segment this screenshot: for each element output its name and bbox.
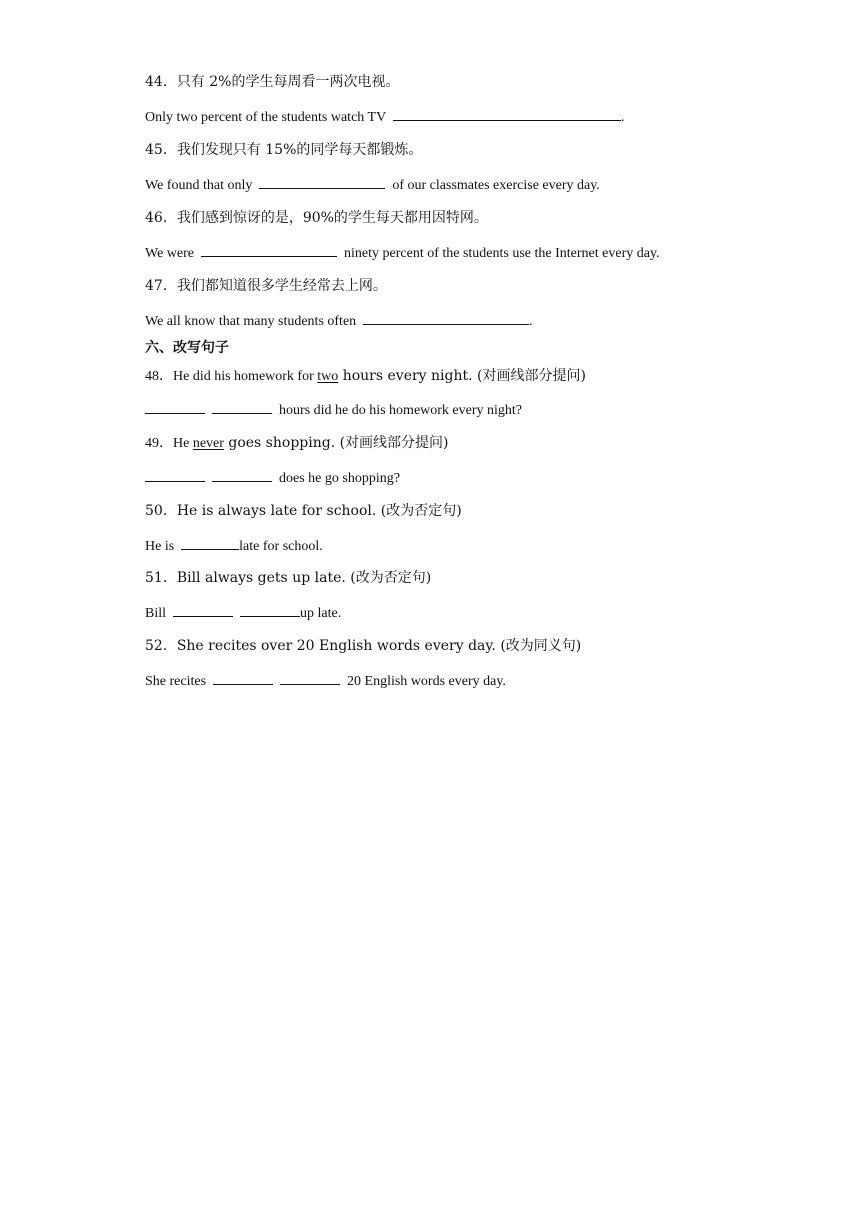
question-50-prompt: 50．He is always late for school. (改为否定句) <box>145 503 462 519</box>
question-47-answer-line <box>145 311 533 331</box>
question-45-answer-line <box>145 175 600 195</box>
question-51-blank-1[interactable] <box>173 603 233 617</box>
question-45-prompt: 45．我们发现只有 15%的同学每天都锻炼。 <box>145 142 423 158</box>
question-45-answer-end: of our classmates exercise every day. <box>392 178 600 193</box>
question-49-blank-1[interactable] <box>145 468 205 482</box>
question-46-answer-text: We were <box>145 246 195 261</box>
question-48-blank-1[interactable] <box>145 400 205 414</box>
question-48-answer-line <box>145 400 522 420</box>
question-48-text-post: hours every night. (对画线部分提问) <box>338 368 586 384</box>
question-50-blank[interactable] <box>181 536 239 550</box>
question-44-answer-line <box>145 107 624 127</box>
question-48-text-pre: He did his homework for <box>173 369 318 384</box>
question-51-prompt: 51．Bill always gets up late. (改为否定句) <box>145 570 432 586</box>
question-44-answer-end: . <box>620 110 625 125</box>
question-52-blank-1[interactable] <box>213 671 273 685</box>
question-48-answer-end: hours did he do his homework every night? <box>279 403 523 418</box>
question-51-answer-end: up late. <box>300 606 342 621</box>
question-52-prompt: 52．She recites over 20 English words every day. (改为同义句) <box>145 638 582 654</box>
question-46-prompt: 46．我们感到惊讶的是，90%的学生每天都用因特网。 <box>145 210 488 226</box>
question-52-answer-text: She recites <box>145 674 207 689</box>
question-52-answer-line <box>145 671 506 691</box>
question-49-text-pre: He <box>173 436 193 451</box>
question-46-answer-end: ninety percent of the students use the Internet every day. <box>344 246 660 261</box>
question-49-blank-2[interactable] <box>212 468 272 482</box>
question-51-answer-line <box>145 603 341 623</box>
question-51-blank-2[interactable] <box>240 603 300 617</box>
question-47-answer-text: We all know that many students often <box>145 314 357 329</box>
question-46-blank[interactable] <box>201 243 337 257</box>
question-48-number: 48． <box>145 369 173 384</box>
question-49-underlined-word: never <box>192 436 224 451</box>
question-44-answer-text: Only two percent of the students watch TV <box>145 110 386 125</box>
question-49-answer-line <box>145 468 400 488</box>
question-44-prompt: 44．只有 2%的学生每周看一两次电视。 <box>145 74 400 90</box>
question-44-blank[interactable] <box>393 107 621 121</box>
question-48-underlined-word: two <box>317 369 339 384</box>
question-47-prompt: 47．我们都知道很多学生经常去上网。 <box>145 278 387 294</box>
question-49-answer-end: does he go shopping? <box>279 471 400 486</box>
question-52-answer-end: 20 English words every day. <box>347 674 506 689</box>
question-50-answer-text: He is <box>145 539 175 554</box>
section-heading: 六、改写句子 <box>145 340 229 356</box>
question-46-answer-line <box>145 243 660 263</box>
question-49-number: 49． <box>145 436 173 451</box>
question-45-answer-text: We found that only <box>145 178 253 193</box>
question-48-prompt <box>145 367 586 386</box>
question-48-blank-2[interactable] <box>212 400 272 414</box>
question-50-answer-end: late for school. <box>239 539 323 554</box>
question-49-text-post: goes shopping. (对画线部分提问) <box>223 435 449 451</box>
question-45-blank[interactable] <box>259 175 385 189</box>
question-49-prompt <box>145 434 449 453</box>
question-47-blank[interactable] <box>363 311 529 325</box>
question-47-answer-end: . <box>529 314 533 329</box>
question-50-answer-line <box>145 536 323 556</box>
question-52-blank-2[interactable] <box>280 671 340 685</box>
question-51-answer-text: Bill <box>145 606 167 621</box>
